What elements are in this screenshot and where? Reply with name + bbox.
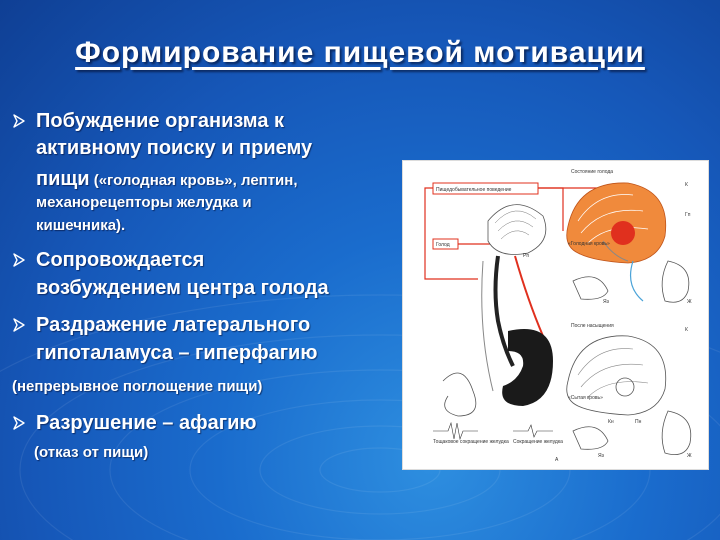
bullet-1-line-2: активному поиску и приему	[36, 137, 313, 159]
caption-right: Сокращение желудка	[513, 439, 563, 445]
bullet-3-line-1: Раздражение латерального	[36, 314, 311, 336]
behavior-box-label: Пищедобывательное поведение	[436, 187, 512, 193]
bullet-3-note: (непрерывное поглощение пищи)	[12, 378, 263, 395]
bullet-1-line-1: Побуждение организма к	[36, 110, 285, 132]
label-gp: Гп	[685, 212, 691, 218]
bullet-4-note: (отказ от пищи)	[34, 444, 149, 461]
label-k-bottom: К	[685, 327, 688, 333]
bullet-1-line-3	[36, 166, 298, 192]
label-rh: Рh	[523, 253, 530, 259]
label-ya-top: Яз	[603, 299, 609, 305]
bullet-arrow-icon	[12, 253, 26, 267]
bullet-2-line-2: возбуждением центра голода	[36, 277, 329, 299]
label-a: А	[555, 457, 559, 463]
bullet-1-line-4: механорецепторы желудка и	[36, 194, 252, 211]
intestine-shape	[443, 373, 476, 416]
bullet-4-line-1: Разрушение – афагию	[36, 412, 257, 434]
tongue-outline-top	[573, 277, 608, 300]
bullet-arrow-icon	[12, 416, 26, 430]
bullet-arrow-icon	[12, 114, 26, 128]
caption-left: Тощаковое сокращение желудка	[433, 439, 509, 445]
stomach-shape	[502, 329, 553, 406]
label-zh-top: Ж	[687, 299, 692, 305]
label-full-blood: «Сытая кровь»	[568, 395, 603, 401]
physiology-figure	[402, 160, 709, 470]
hunger-motivation-diagram	[403, 161, 708, 469]
slide-title: Формирование пищевой мотивации	[75, 36, 645, 69]
hunger-box-label: Голод	[436, 242, 450, 248]
bullet-3-line-2: гипоталамуса – гиперфагию	[36, 342, 318, 364]
brain-satiated	[567, 336, 666, 415]
label-satiated-state: После насыщения	[571, 323, 614, 329]
bullet-1-word-food: пищи	[36, 168, 90, 190]
stomach-outline-bottom	[662, 411, 691, 455]
brain-hungry	[567, 183, 666, 263]
bullet-2-line-1: Сопровождается	[36, 249, 205, 271]
bullet-arrow-icon	[12, 318, 26, 332]
signal-arrow-blue	[631, 261, 643, 301]
stomach-outline-top	[662, 261, 689, 302]
bullet-1-line-5: кишечника).	[36, 217, 126, 234]
label-ya-bottom: Яз	[598, 453, 604, 459]
label-pn: Пн	[635, 419, 642, 425]
brain-schematic-left	[488, 205, 546, 259]
label-hungry-blood: «Голодная кровь»	[568, 241, 610, 247]
label-zh-bottom: Ж	[687, 453, 692, 459]
tongue-outline-bottom	[573, 427, 608, 450]
vagus-path	[482, 261, 493, 391]
contraction-trace-left	[433, 423, 509, 445]
contraction-trace-right	[513, 425, 563, 445]
label-hunger-state: Состояние голода	[571, 169, 614, 175]
label-kn: Кн	[608, 419, 614, 425]
label-k-top: К	[685, 182, 688, 188]
bullet-1-factors-start: («голодная кровь», лептин,	[89, 172, 298, 189]
nerve-path	[515, 256, 543, 336]
